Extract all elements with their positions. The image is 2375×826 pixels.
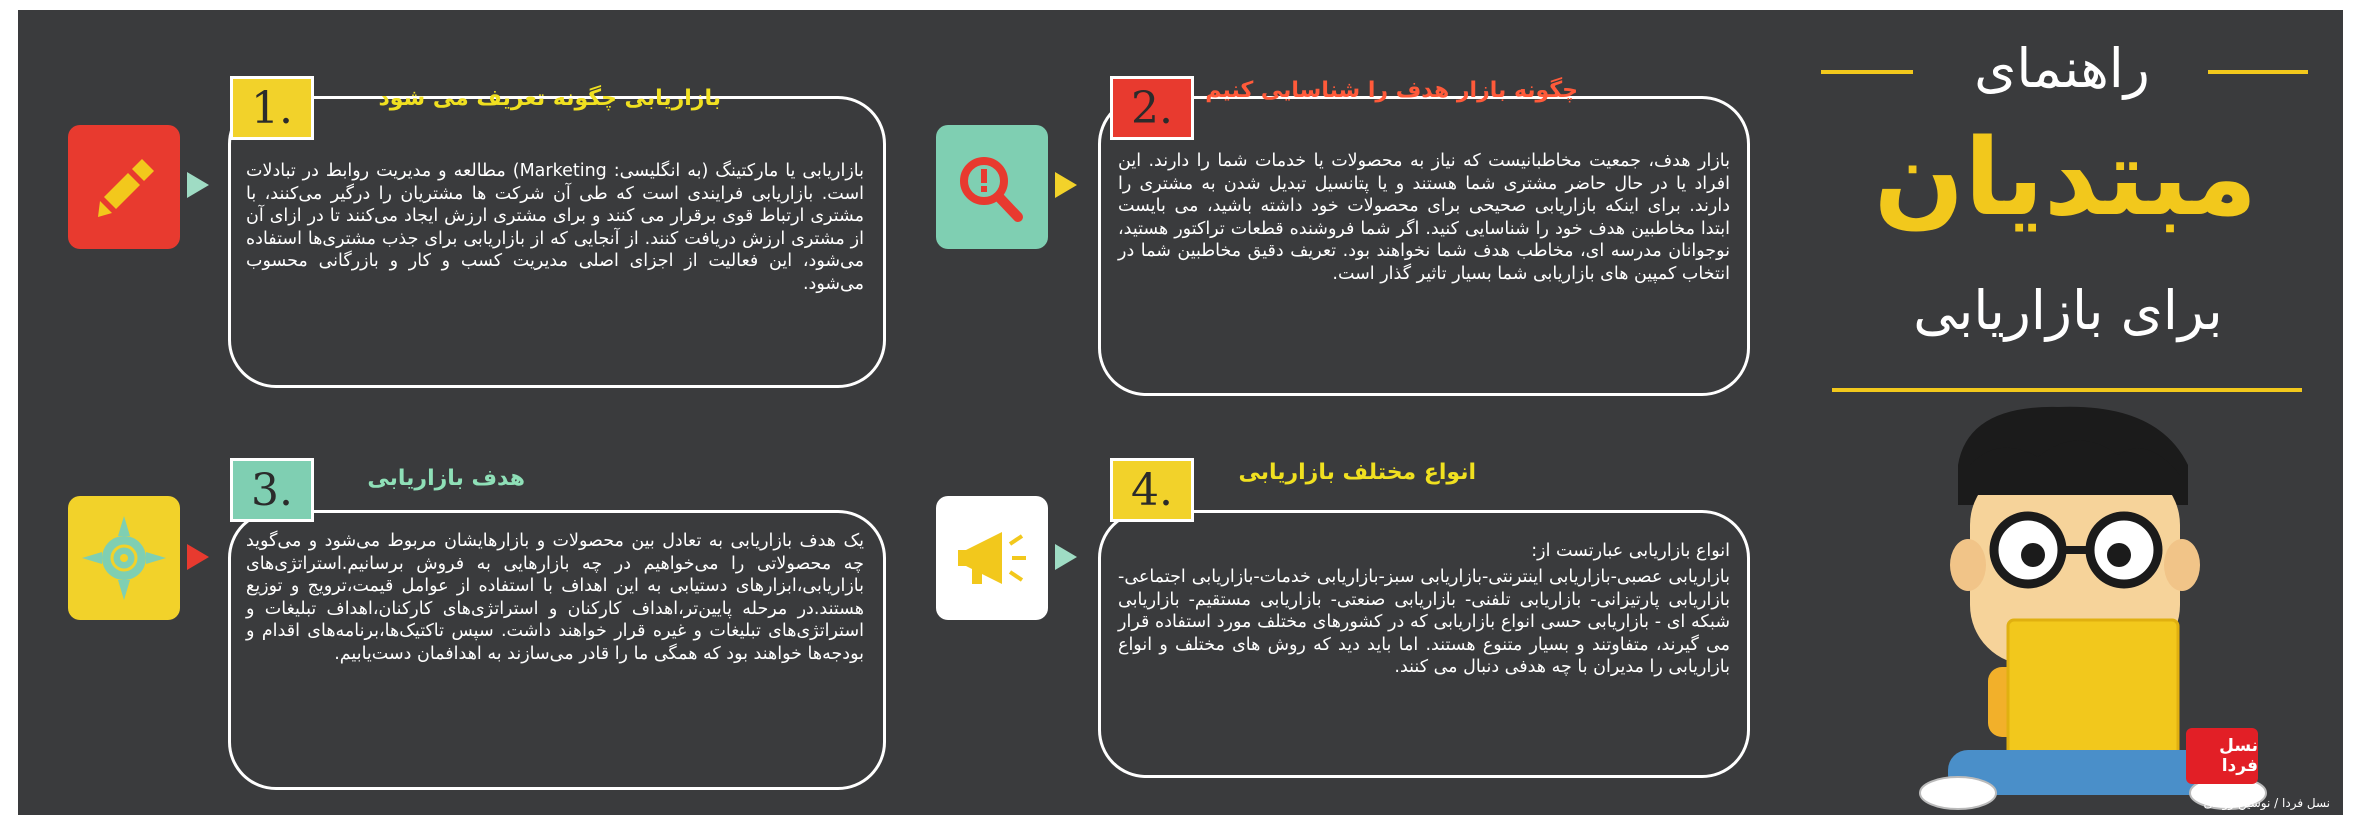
section-3-arrow [187,544,209,570]
section-3-icon-box [68,496,180,620]
section-1-number: 1. [230,76,314,140]
section-1-body: بازاریابی یا مارکتینگ (به انگلیسی: Marketing) مطالعه و مدیریت روابط در تبادلات است. بازاریابی فرایندی است که طی آن شرکت ها مشتریان را درگیر می‌کنند، با مشتری ارتباط قوی برقرار می کنند و برای مشتری ارزش ایجاد می‌کنند تا در ازای آن از مشتری ارزش دریافت کنند. از آنجایی که از بازاریابی برای جذب مشتری‌ها استفاده می‌شود، این فعالیت از اجزای اصلی مدیریت کسب و کار و بازرگانی محسوب می‌شود. [246,161,865,294]
header-guide-word: راهنمای [1974,37,2150,100]
section-3-body: یک هدف بازاریابی به تعادل بین محصولات و بازارهایشان مربوط می‌شود و می‌گوید چه محصولاتی را می‌خواهیم در چه بازارهایی به فروش برسانیم.استراتژی‌های بازاریابی،ابزارهای دستیابی به این اهداف با استفاده از عوامل قیمت،ترویج و توزیع هستند.در مرحله پایین‌تر،اهداف کارکنان و استراتژی‌های کارکنان،اهداف تبلیغات و استراتژی‌های تبلیغات و غیره قرار خواهند داشت. سپس تاکتیک‌ها،برنامه‌های اقدام و بودجه‌ها خواهند بود که همگی ما را قادر می‌سازند به اهدافمان دست‌یابیم. [246,531,864,664]
section-1-arrow [187,172,209,198]
section-4-icon-box [936,496,1048,620]
header-bottom-line [1832,388,2302,392]
section-4-number: 4. [1110,458,1194,522]
brand-logo [2186,728,2258,784]
section-4-title: انواع مختلف بازاریابی [1238,460,1476,485]
magnifier-alert-icon [936,125,1048,249]
target-icon [68,496,180,620]
section-1-title: بازاریابی چگونه تعریف می شود [378,86,721,111]
section-2-title: چگونه بازار هدف را شناسایی کنیم [1205,78,1578,103]
header-line-right [2208,70,2308,74]
header-for-marketing: برای بازاریابی [1913,279,2223,342]
header-line-left [1821,70,1913,74]
pencil-icon [68,125,180,249]
infographic-board [18,10,2343,815]
section-2-icon-box [936,125,1048,249]
section-2-number: 2. [1110,76,1194,140]
brand-logo-text: نسل فردا [2219,736,2258,776]
section-4-arrow [1055,544,1077,570]
section-1-icon-box [68,125,180,249]
credit-text: نسل فردا / نوشین رواقی [2203,796,2330,810]
section-4-body: بازاریابی عصبی-بازاریابی اینترنتی-بازاریابی سبز-بازاریابی خدمات-بازاریابی اجتماعی- بازاریابی پارتیزانی- بازاریابی تلفنی- بازاریابی صنعتی- بازاریابی مستقیم- بازاریابی شبکه ای - بازاریابی حسی انواع بازاریابی که در کشورهای مختلف مورد استفاده قرار می گیرند، متفاوتند و بسیار متنوع هستند. اما باید دید که روش های مختلف و انواع بازاریابی را مدیران با چه هدفی دنبال می کنند. [1118,567,1730,677]
section-3-title: هدف بازاریابی [367,466,525,491]
section-2-arrow [1055,172,1077,198]
section-2-body: بازار هدف، جمعیت مخاطبانیست که نیاز به محصولات یا خدمات شما را دارند. این افراد یا در حال حاضر مشتری شما هستند و یا پتانسیل تبدیل شدن به مشتری را دارند. برای اینکه بازاریابی صحیحی برای محصولات خود داشته باشید، می بایست ابتدا مخاطبین هدف خود را شناسایی کنید. اگر شما فروشنده قطعات تراکتور هستید، نوجوانان مدرسه ای، مخاطب هدف شما نخواهند بود. تعریف دقیق مخاطبین شما در انتخاب کمپین های بازاریابی شما بسیار تاثیر گذار است. [1118,151,1730,284]
section-3-number: 3. [230,458,314,522]
megaphone-icon [936,496,1048,620]
header-beginners-word: مبتدیان [1873,116,2258,239]
section-4-intro: انواع بازاریابی عبارتست از: [1531,541,1730,561]
